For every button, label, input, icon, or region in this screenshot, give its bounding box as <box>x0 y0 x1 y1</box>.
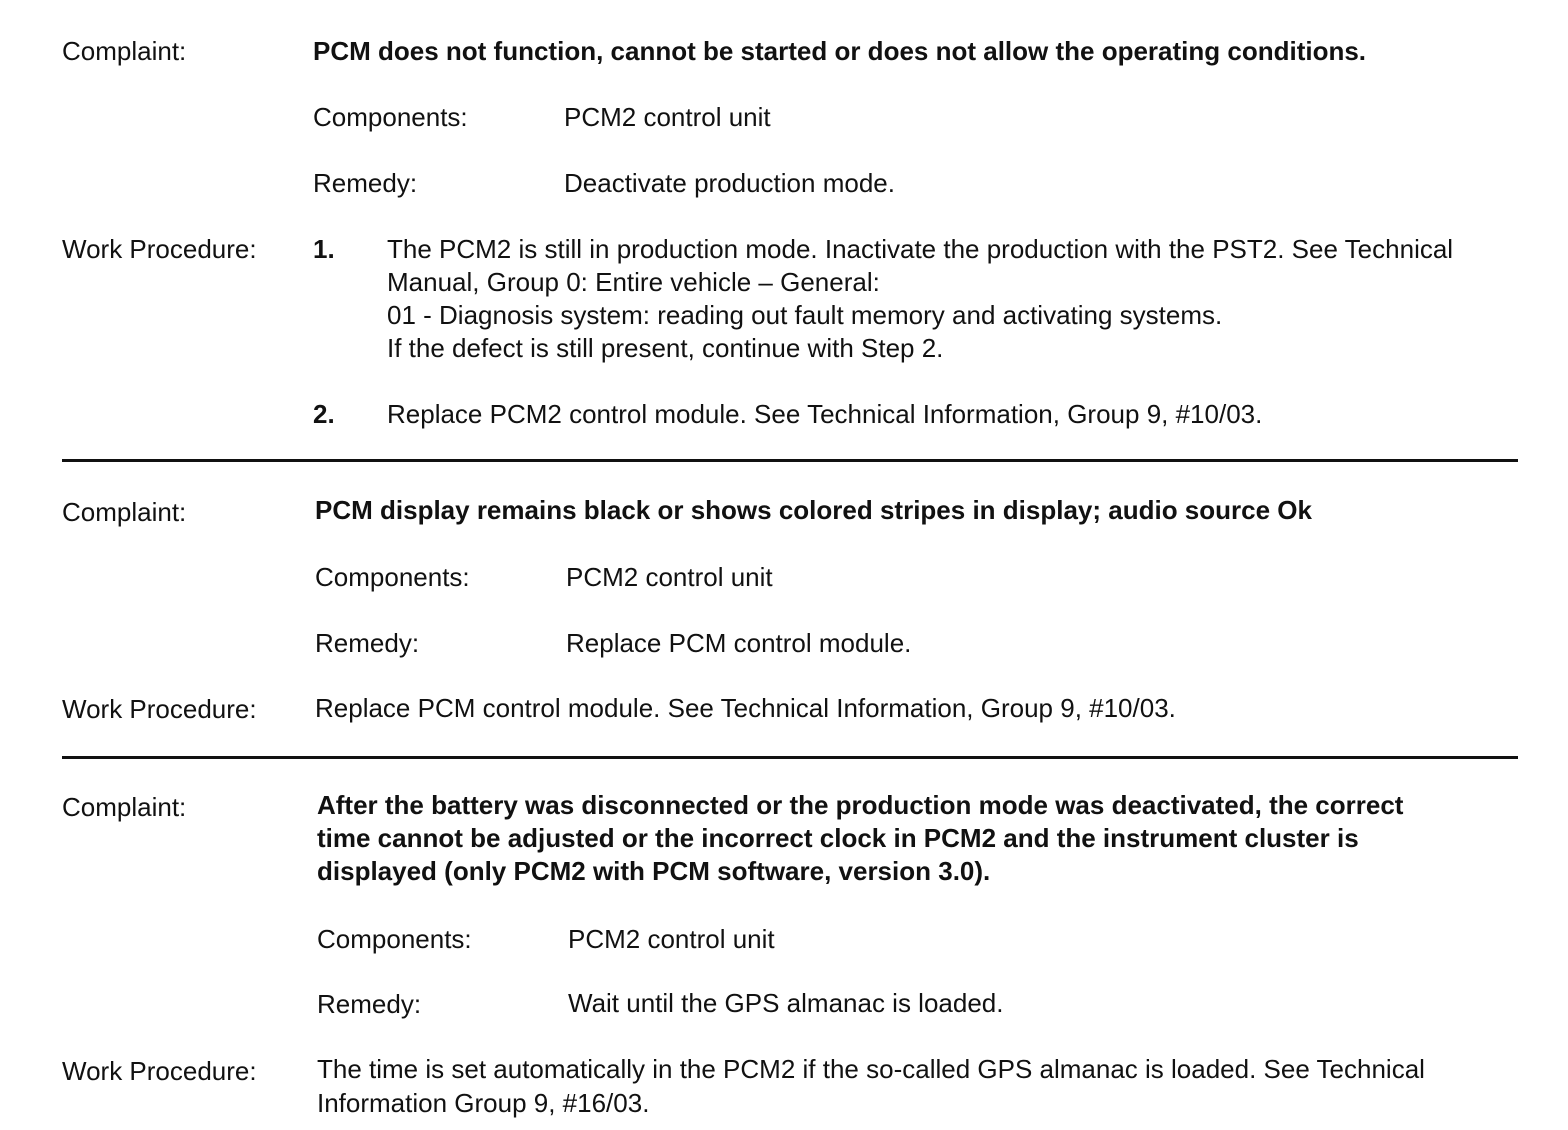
remedy-value: Replace PCM control module. <box>566 628 912 658</box>
work-procedure-label: Work Procedure: <box>62 1056 257 1086</box>
components-value: PCM2 control unit <box>564 102 771 132</box>
components-value: PCM2 control unit <box>568 924 775 954</box>
section-divider <box>62 459 1518 462</box>
complaint-text-line: time cannot be adjusted or the incorrect clock in PCM2 and the instrument cluster is <box>317 823 1359 853</box>
section-divider <box>62 756 1518 759</box>
components-value: PCM2 control unit <box>566 562 773 592</box>
remedy-label: Remedy: <box>313 168 418 198</box>
complaint-text: PCM does not function, cannot be started or does not allow the operating conditions. <box>313 36 1367 66</box>
work-procedure-text: Replace PCM control module. See Technical Information, Group 9, #10/03. <box>315 693 1176 723</box>
complaint-text: PCM display remains black or shows colored stripes in display; audio source Ok <box>315 495 1312 525</box>
work-procedure-text-line: The time is set automatically in the PCM2 if the so-called GPS almanac is loaded. See Technical <box>317 1054 1425 1084</box>
complaint-label: Complaint: <box>62 36 187 66</box>
components-label: Components: <box>313 102 468 132</box>
remedy-value: Wait until the GPS almanac is loaded. <box>568 988 1004 1018</box>
components-label: Components: <box>315 562 470 592</box>
step-text-line: The PCM2 is still in production mode. Inactivate the production with the PST2. See Technical <box>387 234 1454 264</box>
step-text-line: Replace PCM2 control module. See Technical Information, Group 9, #10/03. <box>387 399 1263 429</box>
step-number: 2. <box>313 399 335 429</box>
complaint-text-line: After the battery was disconnected or the production mode was deactivated, the correct <box>317 790 1404 820</box>
step-number: 1. <box>313 234 335 264</box>
remedy-value: Deactivate production mode. <box>564 168 895 198</box>
step-text-line: 01 - Diagnosis system: reading out fault memory and activating systems. <box>387 300 1223 330</box>
work-procedure-label: Work Procedure: <box>62 694 257 724</box>
work-procedure-label: Work Procedure: <box>62 234 257 264</box>
complaint-label: Complaint: <box>62 792 187 822</box>
remedy-label: Remedy: <box>317 989 422 1019</box>
remedy-label: Remedy: <box>315 628 420 658</box>
step-text-line: If the defect is still present, continue with Step 2. <box>387 333 944 363</box>
complaint-text-line: displayed (only PCM2 with PCM software, version 3.0). <box>317 856 991 886</box>
components-label: Components: <box>317 924 472 954</box>
complaint-label: Complaint: <box>62 497 187 527</box>
work-procedure-text-line: Information Group 9, #16/03. <box>317 1088 650 1118</box>
step-text-line: Manual, Group 0: Entire vehicle – General: <box>387 267 880 297</box>
